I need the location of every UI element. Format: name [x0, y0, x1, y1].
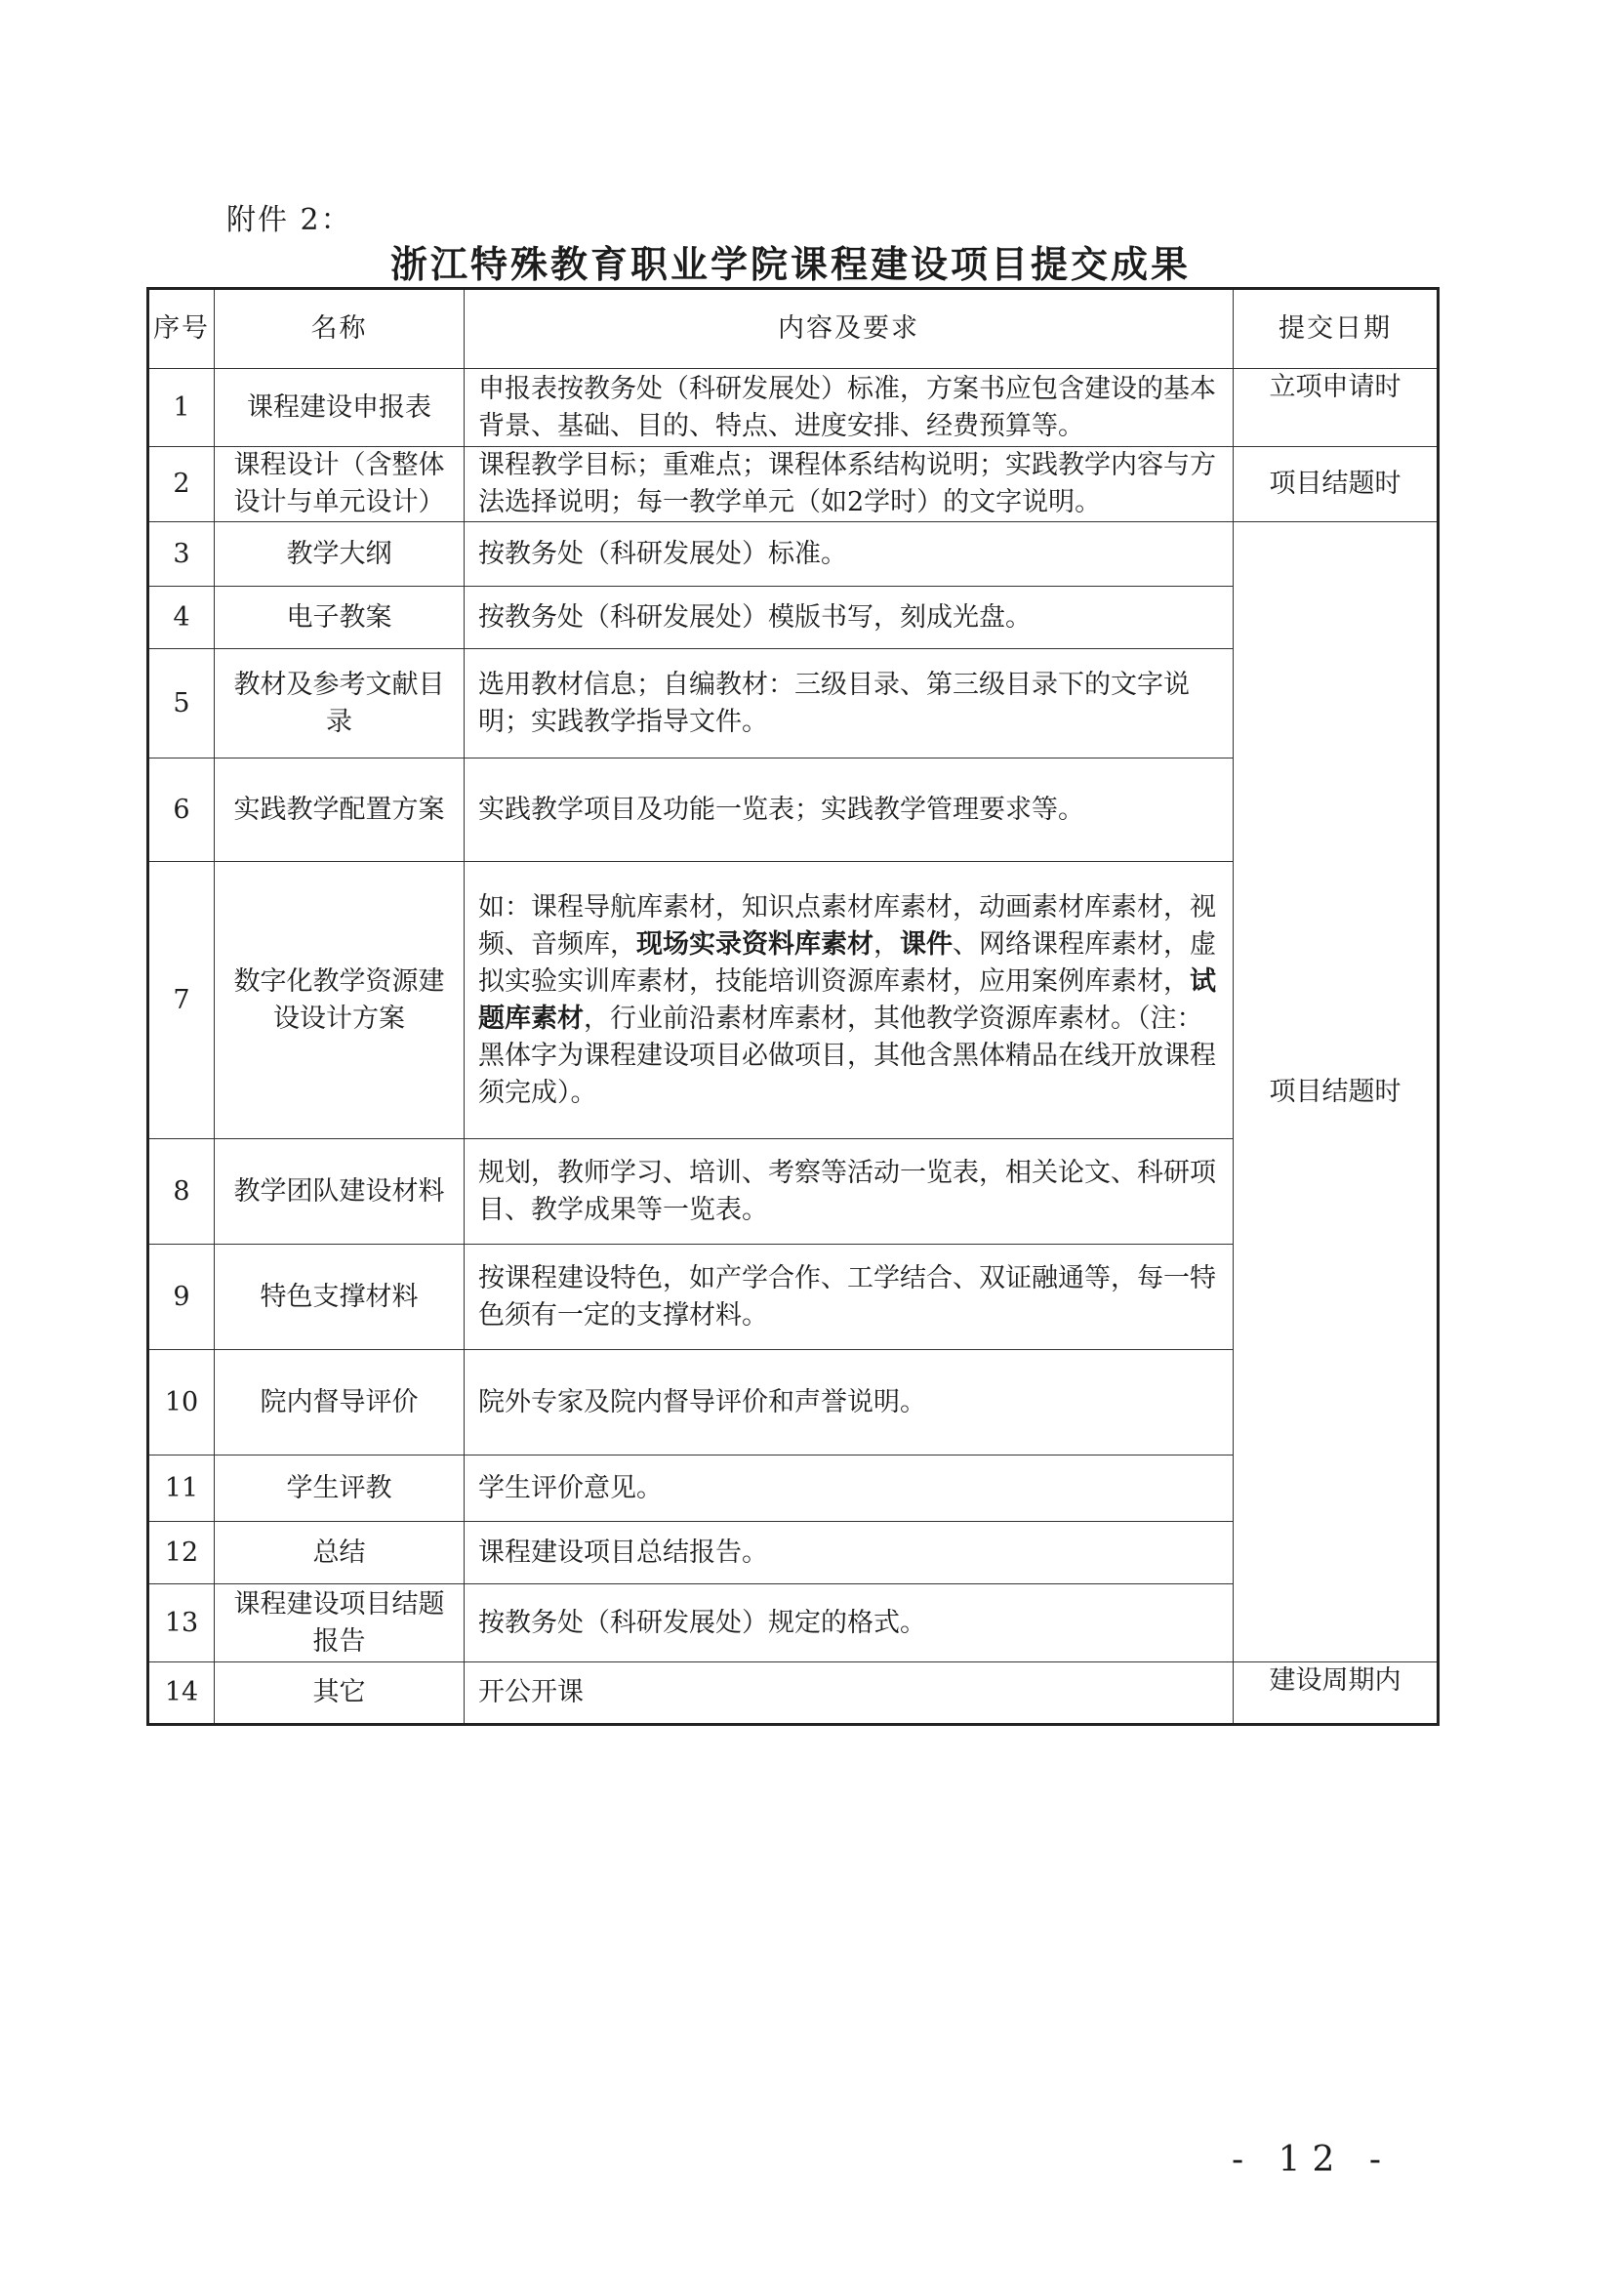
row-no: 9	[148, 1245, 215, 1350]
row-name: 课程设计（含整体设计与单元设计）	[215, 447, 465, 522]
row-name: 院内督导评价	[215, 1350, 465, 1456]
row-date: 立项申请时	[1234, 369, 1439, 447]
row-no: 14	[148, 1662, 215, 1725]
row-content: 课程建设项目总结报告。	[465, 1522, 1234, 1584]
attachment-label: 附件 2：	[226, 203, 352, 237]
row-content: 开公开课	[465, 1662, 1234, 1725]
table-row	[148, 447, 1439, 522]
row-content: 按教务处（科研发展处）标准。	[465, 522, 1234, 587]
row-content: 实践教学项目及功能一览表；实践教学管理要求等。	[465, 758, 1234, 862]
content-bold-text: 课件	[900, 928, 953, 960]
table-row	[148, 522, 1439, 587]
page-number: - 12 -	[1232, 2140, 1394, 2180]
header-name: 名称	[215, 289, 465, 369]
table-header-row	[148, 289, 1439, 369]
header-date: 提交日期	[1234, 289, 1439, 369]
content-bold-text: 试题库素材	[478, 965, 1216, 1034]
row-date: 建设周期内	[1234, 1662, 1439, 1725]
row-no: 2	[148, 447, 215, 522]
row-content-rich	[465, 862, 1234, 1139]
row-content: 申报表按教务处（科研发展处）标准，方案书应包含建设的基本背景、基础、目的、特点、进度安排、经费预算等。	[465, 369, 1234, 447]
row-name: 课程建设申报表	[215, 369, 465, 447]
row-content: 院外专家及院内督导评价和声誉说明。	[465, 1350, 1234, 1456]
content-bold-text: 现场实录资料库素材	[636, 928, 873, 960]
row-name: 学生评教	[215, 1456, 465, 1522]
row-content: 课程教学目标；重难点；课程体系结构说明；实践教学内容与方法选择说明；每一教学单元（如2学时）的文字说明。	[465, 447, 1234, 522]
row-no: 7	[148, 862, 215, 1139]
row-name: 课程建设项目结题报告	[215, 1584, 465, 1662]
row-no: 8	[148, 1139, 215, 1245]
row-name: 电子教案	[215, 587, 465, 649]
row-no: 10	[148, 1350, 215, 1456]
row-no: 11	[148, 1456, 215, 1522]
header-no-text: 序号	[153, 313, 210, 344]
row-content: 按教务处（科研发展处）规定的格式。	[465, 1584, 1234, 1662]
row-name: 实践教学配置方案	[215, 758, 465, 862]
merged-date-cell: 项目结题时	[1234, 522, 1439, 1662]
row-content: 选用教材信息；自编教材：三级目录、第三级目录下的文字说明；实践教学指导文件。	[465, 649, 1234, 758]
row-content: 学生评价意见。	[465, 1456, 1234, 1522]
content-text: ，	[873, 928, 900, 960]
content-text: ，行业前沿素材库素材，其他教学资源库素材。（注：黑体字为课程建设项目必做项目，其他含黑体精品在线开放课程须完成）。	[478, 1003, 1216, 1108]
results-table	[146, 287, 1440, 1726]
content-text: 如：课程导航库素材，知识点素材库素材，动画素材库素材，视频、音频库，	[478, 891, 1216, 960]
row-name: 其它	[215, 1662, 465, 1725]
table-row	[148, 1662, 1439, 1725]
row-content: 按教务处（科研发展处）模版书写，刻成光盘。	[465, 587, 1234, 649]
row-name: 总结	[215, 1522, 465, 1584]
row-name: 教材及参考文献目录	[215, 649, 465, 758]
header-content: 内容及要求	[465, 289, 1234, 369]
row-name: 教学大纲	[215, 522, 465, 587]
row-date: 项目结题时	[1234, 447, 1439, 522]
row-no: 3	[148, 522, 215, 587]
row-name: 数字化教学资源建设设计方案	[215, 862, 465, 1139]
document-title: 浙江特殊教育职业学院课程建设项目提交成果	[389, 243, 1191, 286]
row-name: 教学团队建设材料	[215, 1139, 465, 1245]
row-no: 4	[148, 587, 215, 649]
row-content: 按课程建设特色，如产学合作、工学结合、双证融通等，每一特色须有一定的支撑材料。	[465, 1245, 1234, 1350]
row-no: 5	[148, 649, 215, 758]
row-no: 6	[148, 758, 215, 862]
row-no: 12	[148, 1522, 215, 1584]
row-name: 特色支撑材料	[215, 1245, 465, 1350]
row-no: 1	[148, 369, 215, 447]
row-content: 规划，教师学习、培训、考察等活动一览表，相关论文、科研项目、教学成果等一览表。	[465, 1139, 1234, 1245]
content-text: 、网络课程库素材，虚拟实验实训库素材，技能培训资源库素材，应用案例库素材，	[478, 928, 1216, 997]
header-no	[148, 289, 215, 369]
table-row	[148, 369, 1439, 447]
row-no: 13	[148, 1584, 215, 1662]
